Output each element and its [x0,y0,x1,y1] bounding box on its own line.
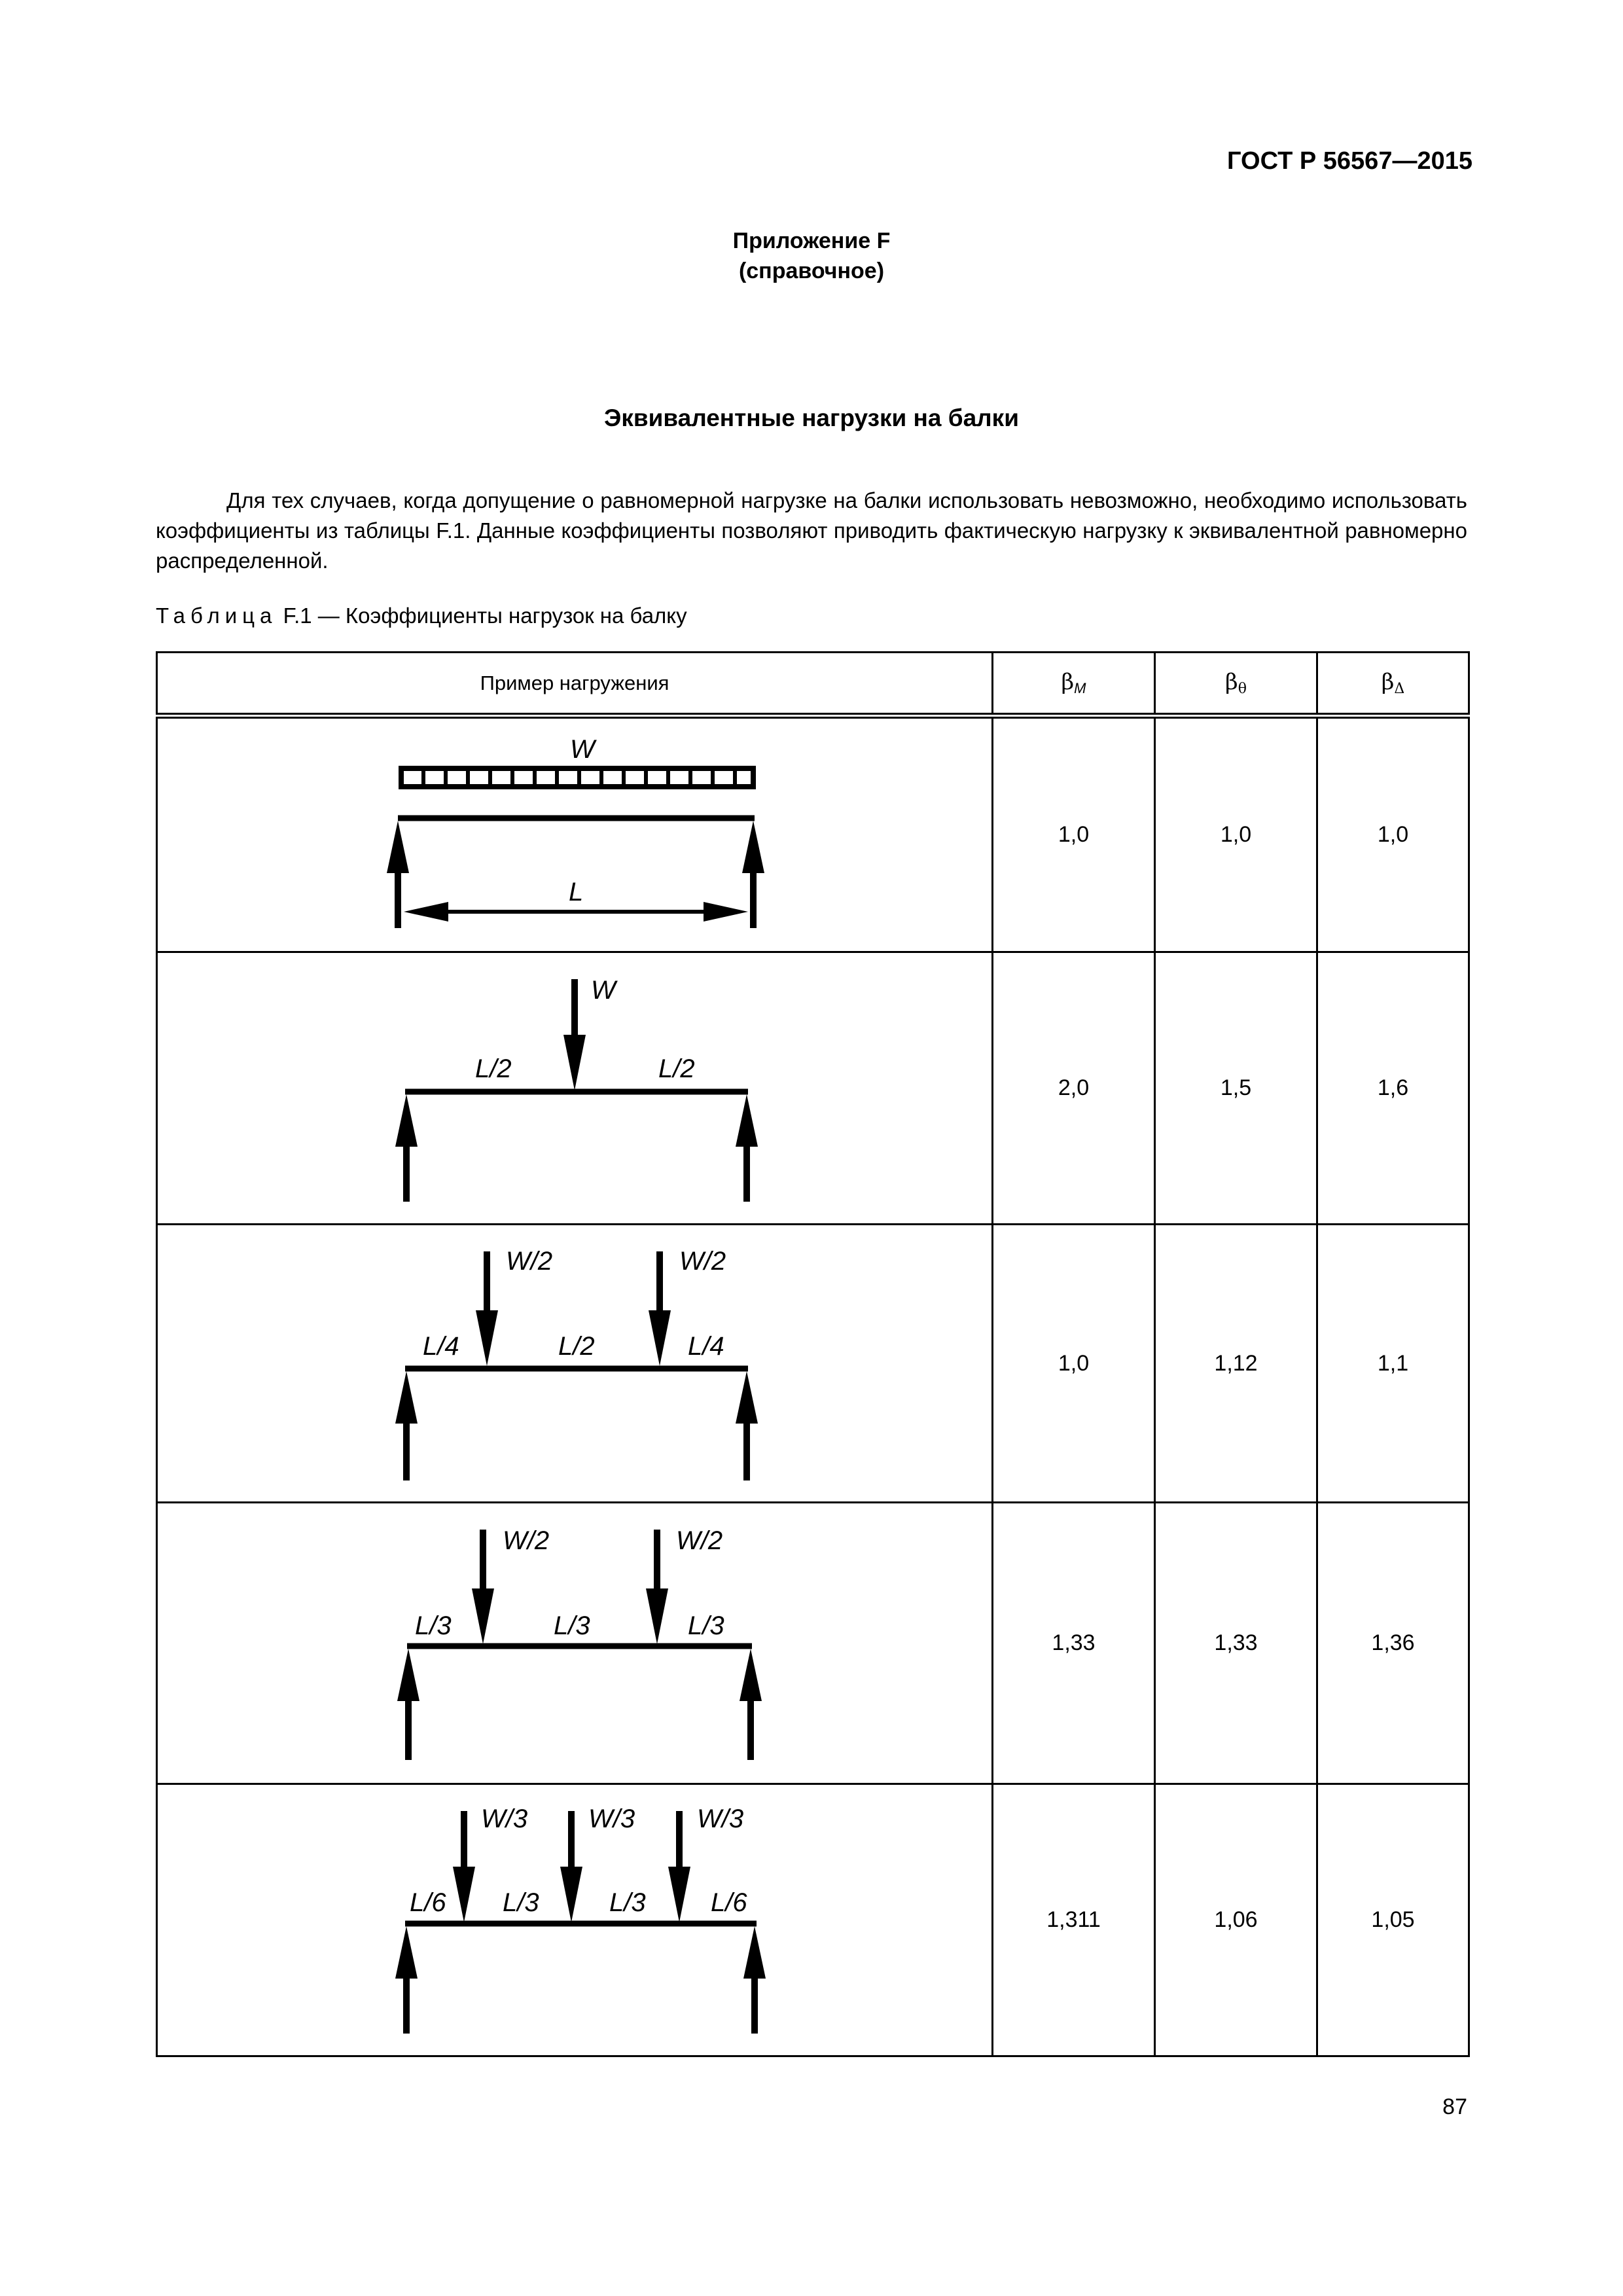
support-arrow-right [740,1649,762,1760]
standard-code: ГОСТ Р 56567—2015 [1227,147,1472,175]
beta-symbol: β [1225,669,1238,695]
segment-label: L/4 [423,1332,459,1361]
load-arrow [649,1251,671,1366]
load-arrow [668,1811,690,1922]
segment-label: L/6 [711,1888,747,1917]
support-arrow-left [395,1094,418,1202]
load-label: W/2 [679,1247,726,1276]
segment-label: L/3 [554,1611,590,1640]
load-arrow [646,1530,668,1644]
segment-label: L/2 [658,1054,695,1083]
cell-beta-m: 2,0 [993,952,1155,1225]
loading-diagram-third-loads [157,1503,993,1784]
support-arrow-right [743,1926,766,2034]
load-label: W [570,735,595,764]
load-arrow [472,1530,494,1644]
load-label: W/3 [697,1804,744,1833]
load-label: W/2 [676,1526,723,1555]
load-arrow [476,1251,498,1366]
intro-paragraph: Для тех случаев, когда допущение о равномерной нагрузке на балки использовать невозможно, необходимо использовать коэффициенты из таблицы F.1. Данные коэффициенты позволяют приводить фактическую нагрузку к эквивалентной равномерно распределенной. [156,488,1467,573]
load-coefficients-table [156,651,1470,2057]
support-arrow-left [395,1926,418,2034]
segment-label: L/6 [410,1888,446,1917]
load-label: W/3 [588,1804,635,1833]
cell-beta-theta: 1,06 [1155,1784,1317,2056]
header-example: Пример нагружения [157,653,993,716]
beta-symbol: β [1381,669,1395,695]
cell-beta-theta: 1,12 [1155,1225,1317,1503]
beam-diagram [158,1503,993,1783]
cell-beta-delta: 1,05 [1317,1784,1469,2056]
cell-beta-m: 1,0 [993,1225,1155,1503]
beta-theta-subscript: θ [1238,681,1247,697]
appendix-title: Приложение F [732,228,891,253]
table-caption-text: F.1 — Коэффициенты нагрузок на балку [283,603,687,628]
cell-beta-m: 1,0 [993,716,1155,952]
cell-beta-delta: 1,36 [1317,1503,1469,1784]
segment-label: L/4 [688,1332,724,1361]
load-arrow [563,979,586,1090]
section-title: Эквивалентные нагрузки на балки [604,404,1019,431]
table-row [157,1784,1469,2056]
load-label: W/2 [506,1247,553,1276]
load-label: W [591,976,616,1005]
loading-diagram-uniform [157,716,993,952]
table-row [157,716,1469,952]
cell-beta-delta: 1,0 [1317,716,1469,952]
load-arrow [453,1811,475,1922]
support-arrow-right [736,1371,758,1480]
table-row [157,1225,1469,1503]
support-arrow-left [397,1649,419,1760]
beam-diagram [158,719,993,951]
segment-label: L/3 [415,1611,452,1640]
span-label: L [569,878,584,906]
page-number: 87 [1442,2094,1467,2119]
cell-beta-theta: 1,0 [1155,716,1317,952]
header-beta-m [993,653,1155,716]
loading-diagram-center-load [157,952,993,1225]
beam-diagram [158,953,993,1223]
load-label: W/2 [503,1526,550,1555]
table-caption-word: Таблица [156,603,277,628]
table-row [157,1503,1469,1784]
table-caption [156,603,687,628]
table-row [157,952,1469,1225]
header-beta-delta [1317,653,1469,716]
loading-diagram-three-loads [157,1784,993,2056]
beta-delta-subscript: Δ [1394,681,1405,697]
beta-symbol: β [1061,669,1075,695]
support-arrow-right [736,1094,758,1202]
distributed-load-hatching [423,768,735,787]
beam-diagram [158,1785,993,2055]
beam-diagram [158,1225,993,1501]
load-arrow [560,1811,582,1922]
appendix-heading [0,226,1623,286]
segment-label: L/3 [609,1888,646,1917]
cell-beta-delta: 1,6 [1317,952,1469,1225]
appendix-subtitle: (справочное) [738,259,885,283]
load-label: W/3 [481,1804,528,1833]
cell-beta-m: 1,33 [993,1503,1155,1784]
table-header-row [157,653,1469,716]
cell-beta-theta: 1,5 [1155,952,1317,1225]
cell-beta-delta: 1,1 [1317,1225,1469,1503]
cell-beta-theta: 1,33 [1155,1503,1317,1784]
segment-label: L/2 [475,1054,512,1083]
segment-label: L/3 [688,1611,724,1640]
segment-label: L/3 [503,1888,539,1917]
segment-label: L/2 [558,1332,595,1361]
loading-diagram-quarter-loads [157,1225,993,1503]
cell-beta-m: 1,311 [993,1784,1155,2056]
support-arrow-left [395,1371,418,1480]
header-beta-theta [1155,653,1317,716]
beta-m-subscript: M [1074,680,1086,696]
